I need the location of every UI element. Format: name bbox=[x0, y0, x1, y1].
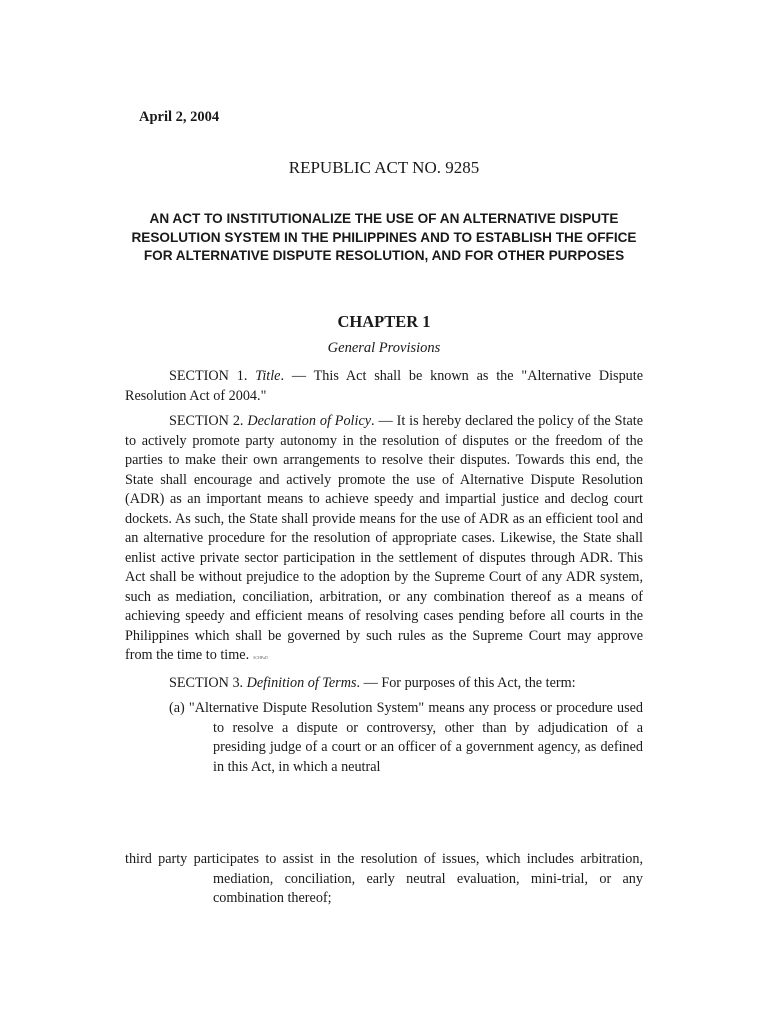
document-date: April 2, 2004 bbox=[139, 109, 220, 125]
continuation-text: third party participates to assist in the resolution of issues, which includes arbitration, mediation, conciliation, early neutral evaluation, mini-trial, or any combination thereof; bbox=[125, 851, 643, 906]
section-2-title: Declaration of Policy bbox=[247, 413, 372, 429]
section-3-head: SECTION 3. bbox=[169, 674, 247, 691]
section-2-head: SECTION 2. bbox=[169, 413, 248, 429]
section-1-body: . — This Act shall be known as the "Alternative Dispute Resolution Act of 2004." bbox=[125, 368, 643, 404]
section-3 bbox=[125, 674, 643, 694]
section-1-title: Title bbox=[255, 368, 281, 384]
chapter-heading: CHAPTER 1 bbox=[337, 312, 431, 331]
section-1-head: SECTION 1. bbox=[169, 368, 256, 384]
section-2-body: . — It is hereby declared the policy of the State to actively promote party autonomy in the resolution of disputes or the freedom of the parties to make their own arrangements to resolve their disputes. Towards this end, the State shall encourage and actively promote the use of Alternative Dispute Resolution (ADR) as an important means to achieve speedy and impartial justice and declog court dockets. As such, the State shall provide means for the use of ADR as an efficient tool and an alternative procedure for the resolution of appropriate cases. Likewise, the State shall enlist active private sector participation in the settlement of disputes through ADR. This Act shall be without prejudice to the adoption by the Supreme Court of any ADR system, such as mediation, conciliation, arbitration, or any combination thereof as a means of achieving speedy and efficient means of resolving cases pending before all courts in the Philippines which shall be governed by such rules as the Supreme Court may approve from the time to time. bbox=[125, 413, 643, 663]
act-number: REPUBLIC ACT NO. 9285 bbox=[288, 158, 480, 177]
definition-item-a-text: "Alternative Dispute Resolution System" means any process or procedure used to resolve a dispute or controversy, other than by adjudication of a presiding judge of a court or an officer of a government agency, as defined in this Act, in which a neutral bbox=[188, 700, 643, 775]
document-body bbox=[125, 367, 643, 777]
definition-item-a bbox=[125, 699, 643, 777]
act-title: AN ACT TO INSTITUTIONALIZE THE USE OF AN ALTERNATIVE DISPUTE RESOLUTION SYSTEM IN THE PHILIPPINES AND TO ESTABLISH THE OFFICE FOR ALTERNATIVE DISPUTE RESOLUTION, AND FOR OTHER PURPOSES bbox=[131, 211, 637, 263]
chapter-subtitle: General Provisions bbox=[327, 340, 441, 356]
section-2 bbox=[125, 412, 643, 668]
section-2-stamp: SCHPaD bbox=[253, 655, 268, 660]
section-1 bbox=[125, 367, 643, 406]
section-3-title: Definition of Terms bbox=[246, 674, 357, 691]
definition-item-a-label: (a) bbox=[169, 700, 185, 716]
section-3-body: . — For purposes of this Act, the term: bbox=[356, 674, 576, 691]
continuation-block bbox=[125, 850, 643, 909]
